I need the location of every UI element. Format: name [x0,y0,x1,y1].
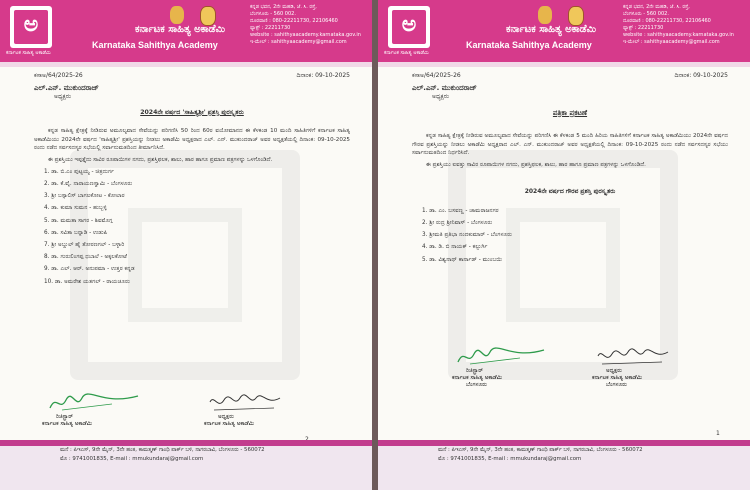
signature-image [452,346,572,368]
list-item: 5. ಡಾ. ವಿಶ್ವನಾಥ್ ಕಾರ್ನಾಡ್ - ಮುಂಬಯಿ [422,256,503,263]
academy-logo-icon: ಅ [388,6,430,48]
state-emblem-icon [538,6,552,24]
list-item: 2. ಶ್ರೀ ರುದ್ರ ಶ್ರೀನಿವಾಸ್ - ಬೆಂಗಳೂರು [422,220,493,226]
org-name-kannada: ಕರ್ನಾಟಕ ಸಾಹಿತ್ಯ ಅಕಾಡೆಮಿ [135,24,226,35]
org-name-english: Karnataka Sahithya Academy [92,40,218,50]
list-item: 9. ಡಾ. ಎಲ್. ಆರ್. ಅನುಪಮಾ - ಉತ್ತರ ಕನ್ನಡ [44,266,135,273]
signature-image [592,346,712,368]
letterhead-banner [0,0,372,62]
jubilee-emblem-icon [568,6,584,26]
list-item: 5. ಡಾ. ಮಮತಾ ಸಾಗರ - ಶಿವಮೊಗ್ಗ [44,217,113,224]
list-item: 1. ಡಾ. ಬಿ.ಎಂ ಪುಟ್ಟಯ್ಯ - ಚಿತ್ರದುರ್ಗ [44,168,114,175]
page-number: 1 [716,430,720,437]
list-item: 6. ಡಾ. ಸವಿತಾ ಬನ್ನಾಡಿ - ಉಡುಪಿ [44,229,108,236]
list-item: 4. ಡಾ. ಡಿ. ಬಿ ನಾಯಕ್ - ಕಲ್ಬುರ್ಗಿ [422,244,488,251]
list-item: 3. ಶ್ರೀಮತಿ ಪ್ರತಿಭಾ ನಂದಕುಮಾರ್ - ಬೆಂಗಳೂರು [422,232,512,239]
addressee-role: ಅಧ್ಯಕ್ಷರು [54,93,71,100]
list-item: 2. ಡಾ. ಕೆ.ವೈ. ನಾರಾಯಣಸ್ವಾಮಿ - ಬೆಂಗಳೂರು [44,181,133,187]
awardee-list [44,169,350,291]
paragraph-2: ಈ ಪ್ರಶಸ್ತಿಯು ಇಪ್ಪತ್ತೈದು ಸಾವಿರ ರೂಪಾಯಿಗಳ ನಗದು, ಪ್ರಶಸ್ತಿಫಲಕ, ಶಾಲು, ಹಾರ ಹಾಗೂ ಪ್ರಮಾಣ ಪತ್ರಗಳನ್ನು ಒಳಗೊಂಡಿದೆ. [48,157,273,164]
signature-image [204,392,324,414]
paragraph-1: ಕನ್ನಡ ಸಾಹಿತ್ಯ ಕ್ಷೇತ್ರಕ್ಕೆ ನೀಡಿರುವ ಅಮೂಲ್ಯವಾದ ಸೇವೆಯನ್ನು ಪರಿಗಣಿಸಿ ಈ ಕೆಳಕಂಡ 5 ಮಂದಿ ಹಿರಿಯ ಸಾಹಿತಿಗಳಿಗೆ ಕರ್ನಾಟಕ ಸಾಹಿತ್ಯ ಅಕಾಡೆಮಿಯು 2024ನೇ ವರ್ಷದ ಗೌರವ ಪ್ರಶಸ್ತಿಯನ್ನು ನೀಡಲು ಅಕಾಡೆಮಿ ಅಧ್ಯಕ್ಷರಾದ ಎಲ್. ಎನ್. ಮುಕುಂದರಾಜ್ ಅವರ ಅಧ್ಯಕ್ಷತೆಯಲ್ಲಿ ದಿನಾಂಕ: 09-10-2025 ರಂದು ನಡೆದ ಸರ್ವಸದಸ್ಯರ ಸಭೆಯು ಸರ್ವಾನುಮತದಿಂದ ನಿರ್ಧರಿಸಿದೆ. [412,133,728,157]
addressee-role: ಅಧ್ಯಕ್ಷರು [432,93,449,100]
letter-footer: ಮನೆ : ಪಿಇಎಸ್, 9ನೇ ಮೈನ್, 3ನೇ ಹಂತ, ಕಾಮತ್ಮಣ್ ಗಾಂಧಿ ಪಾರ್ಕ್ ಬಳಿ, ನಾಗರಬಾವಿ, ಬೆಂಗಳೂರು - 560072 ಮೊ : 9741001835, E-mail : mmukundaraj@gmail.com [378,440,750,490]
reference-number: ಕಸಾಅ/64/2025-26 [34,72,83,79]
paragraph-1: ಕನ್ನಡ ಸಾಹಿತ್ಯ ಕ್ಷೇತ್ರಕ್ಕೆ ನೀಡಿರುವ ಅಮೂಲ್ಯವಾದ ಸೇವೆಯನ್ನು ಪರಿಗಣಿಸಿ 50 ರಿಂದ 60ರ ವಯೋಮಾನದ ಈ ಕೆಳಕಂಡ 10 ಮಂದಿ ಸಾಹಿತಿಗಳಿಗೆ ಕರ್ನಾಟಕ ಸಾಹಿತ್ಯ ಅಕಾಡೆಮಿಯು 2024ನೇ ವರ್ಷದ 'ಸಾಹಿತ್ಯಶ್ರೀ' ಪ್ರಶಸ್ತಿಯನ್ನು ನೀಡಲು ಅಕಾಡೆಮಿ ಅಧ್ಯಕ್ಷರಾದ ಎಲ್. ಎನ್. ಮುಕುಂದರಾಜ್ ಅವರ ಅಧ್ಯಕ್ಷತೆಯಲ್ಲಿ ದಿನಾಂಕ: 09-10-2025 ರಂದು ನಡೆದ ಸರ್ವಸದಸ್ಯರ ಸಭೆಯಲ್ಲಿ ಸರ್ವಾನುಮತದಿಂದ ತೀರ್ಮಾನಿಸಿದೆ. [34,128,350,152]
addressee-name: ಎಲ್.ಎನ್. ಮುಕುಂದರಾಜ್ [412,84,477,92]
letter-body [412,72,728,269]
academy-logo-icon: ಅ [10,6,52,48]
list-item: 8. ಡಾ. ಗುರುಲಿಂಗಪ್ಪ ಧಬಾಲೆ - ಅಕ್ಕಲಕೋಟೆ [44,254,127,261]
logo-caption: ಕರ್ನಾಟಕ ಸಾಹಿತ್ಯ ಅಕಾಡೆಮಿ [384,50,429,56]
org-name-kannada: ಕರ್ನಾಟಕ ಸಾಹಿತ್ಯ ಅಕಾಡೆಮಿ [506,24,597,35]
president-signature: ಅಧ್ಯಕ್ಷರು ಕರ್ನಾಟಕ ಸಾಹಿತ್ಯ ಅಕಾಡೆಮಿ [204,392,324,428]
header-band [378,62,750,67]
awardee-list-title: 2024ನೇ ವರ್ಷದ ಗೌರವ ಪ್ರಶಸ್ತಿ ಪುರಸ್ಕೃತರು [524,187,616,195]
letterhead-address: ಕನ್ನಡ ಭವನ, 2ನೇ ಮಹಡಿ, ಜೆ. ಸಿ. ರಸ್ತೆ, ಬೆಂಗಳೂರು - 560 002. ದೂರವಾಣಿ : 080-22211730, 22106460 ಫ್ಯಾಕ್ಸ್ : 22211730 website : sahithyaacademy.karnataka.gov.in ಇ-ಮೇಲ್ : sahithyaacademy@gmail.com [623,4,734,45]
letter-subject: ಪತ್ರಿಕಾ ಪ್ರಕಟಣೆ [552,109,588,117]
awardee-list [422,208,728,269]
letter-body [34,72,350,291]
registrar-signature: ರಿಜಿಸ್ಟ್ರಾರ್ ಕರ್ನಾಟಕ ಸಾಹಿತ್ಯ ಅಕಾಡೆಮಿ [42,392,162,428]
reference-number: ಕಸಾಅ/64/2025-26 [412,72,461,79]
list-item: 4. ಡಾ. ಕುಮಾ ಸುಮನ - ಹುಬ್ಬಳ್ಳಿ [44,205,107,212]
org-name-english: Karnataka Sahithya Academy [466,40,592,50]
letter-subject: 2024ನೇ ವರ್ಷದ 'ಸಾಹಿತ್ಯಶ್ರೀ' ಪ್ರಶಸ್ತಿ ಪುರಸ್ಕೃತರು [140,109,244,116]
logo-caption: ಕರ್ನಾಟಕ ಸಾಹಿತ್ಯ ಅಕಾಡೆಮಿ [6,50,51,56]
registrar-signature: ರಿಜಿಸ್ಟ್ರಾರ್ ಕರ್ನಾಟಕ ಸಾಹಿತ್ಯ ಅಕಾಡೆಮಿ ಬೆಂಗಳೂರು [452,346,572,389]
letter-date: ದಿನಾಂಕ: 09-10-2025 [674,72,728,79]
letter-page-2 [378,0,750,490]
addressee-name: ಎಲ್.ಎನ್. ಮುಕುಂದರಾಜ್ [34,84,99,92]
list-item: 7. ಶ್ರೀ ಅಬ್ದುಲ್ ಹೈ ತೋರಣಗಲ್ - ಬಳ್ಳಾರಿ [44,241,125,248]
president-signature: ಅಧ್ಯಕ್ಷರು ಕರ್ನಾಟಕ ಸಾಹಿತ್ಯ ಅಕಾಡೆಮಿ ಬೆಂಗಳೂರು [592,346,712,389]
header-band [0,62,372,67]
signature-area [412,346,728,402]
state-emblem-icon [170,6,184,24]
jubilee-emblem-icon [200,6,216,26]
letter-date: ದಿನಾಂಕ: 09-10-2025 [296,72,350,79]
letterhead-address: ಕನ್ನಡ ಭವನ, 2ನೇ ಮಹಡಿ, ಜೆ. ಸಿ. ರಸ್ತೆ, ಬೆಂಗಳೂರು - 560 002. ದೂರವಾಣಿ : 080-22211730, 22106460 ಫ್ಯಾಕ್ಸ್ : 22211730 website : sahithyaacademy.karnataka.gov.in ಇ-ಮೇಲ್ : sahithyaacademy@gmail.com [250,4,361,45]
letter-page-1 [0,0,372,490]
signature-image [42,392,162,414]
list-item: 10. ಡಾ. ಅಮರೇಶ ಯತಗಲ್ - ರಾಯಚೂರು [44,278,130,285]
letter-footer: ಮನೆ : ಪಿಇಎಸ್, 9ನೇ ಮೈನ್, 3ನೇ ಹಂತ, ಕಾಮತ್ಮಣ್ ಗಾಂಧಿ ಪಾರ್ಕ್ ಬಳಿ, ನಾಗರಬಾವಿ, ಬೆಂಗಳೂರು - 560072 ಮೊ : 9741001835, E-mail : mmukundaraj@gmail.com [0,440,372,490]
letterhead-banner [378,0,750,62]
paragraph-2: ಈ ಪ್ರಶಸ್ತಿಯು ಐವತ್ತು ಸಾವಿರ ರೂಪಾಯಿಗಳ ನಗದು, ಪ್ರಶಸ್ತಿಫಲಕ, ಶಾಲು, ಹಾರ ಹಾಗೂ ಪ್ರಮಾಣ ಪತ್ರಗಳನ್ನು ಒಳಗೊಂಡಿದೆ. [426,162,646,169]
list-item: 1. ಡಾ. ಎಂ. ಬಸವಣ್ಣ - ಚಾಮರಾಜನಗರ [422,207,499,214]
list-item: 3. ಶ್ರೀ ಬಸ್ಸಾಲಿಸ್ ಬಾಗಲಕೋಟ - ಕೋಲಾರ [44,193,125,200]
